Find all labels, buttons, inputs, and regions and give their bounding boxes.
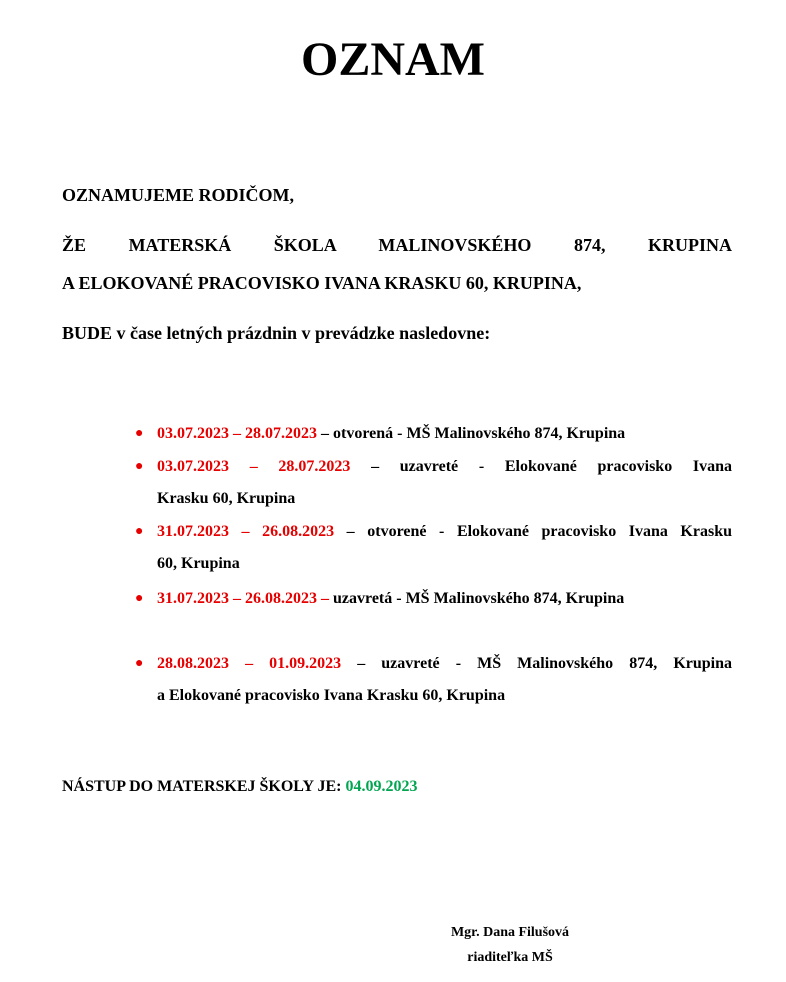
bullet-icon: ● [135,426,144,441]
start-label: NÁSTUP DO MATERSKEJ ŠKOLY JE: [62,778,342,795]
intro-line-kindergarten: ŽE MATERSKÁ ŠKOLA MALINOVSKÉHO 874, KRUPINA [62,235,732,255]
schedule-dates: 31.07.2023 – 26.08.2023 [157,523,335,540]
intro-line-branch: A ELOKOVANÉ PRACOVISKO IVANA KRASKU 60, KRUPINA, [62,273,582,293]
schedule-item [135,516,733,580]
schedule-text-continued: Krasku 60, Krupina [157,490,296,507]
schedule-dates: 31.07.2023 – 26.08.2023 – [157,590,329,607]
schedule-text: otvorená - MŠ Malinovského 874, Krupina [333,425,626,442]
schedule-text-continued: 60, Krupina [157,555,240,572]
schedule-item [135,583,732,615]
bullet-icon: ● [135,524,144,539]
schedule-text: uzavreté - Elokované pracovisko Ivana [399,458,733,475]
schedule-item [135,648,733,712]
start-date: 04.09.2023 [345,778,418,795]
bullet-icon: ● [135,459,144,474]
schedule-separator: – [341,655,382,672]
schedule-item [135,451,733,515]
schedule-text: otvorené - Elokované pracovisko Ivana Krasku [367,523,733,540]
intro-line-operation: BUDE v čase letných prázdnin v prevádzke nasledovne: [62,323,491,343]
schedule-separator: – [317,425,333,442]
schedule-dates: 03.07.2023 – 28.07.2023 [157,425,317,442]
signature-block [436,922,584,969]
signature-name: Mgr. Dana Filušová [450,925,570,940]
intro-line-parents: OZNAMUJEME RODIČOM, [62,185,294,205]
signature-role: riaditeľka MŠ [467,950,553,965]
schedule-separator: – [334,523,368,540]
schedule-text: uzavreté - MŠ Malinovského 874, Krupina [381,655,733,672]
start-notice [62,776,732,798]
schedule-text-continued: a Elokované pracovisko Ivana Krasku 60, Krupina [157,687,506,704]
notice-title: OZNAM [301,33,485,86]
bullet-icon: ● [135,656,144,671]
schedule-dates: 28.08.2023 – 01.09.2023 [157,655,342,672]
schedule-separator: – [350,458,400,475]
schedule-text: uzavretá - MŠ Malinovského 874, Krupina [333,590,625,607]
schedule-dates: 03.07.2023 – 28.07.2023 [157,458,351,475]
bullet-icon: ● [135,591,144,606]
schedule-item [135,418,732,450]
